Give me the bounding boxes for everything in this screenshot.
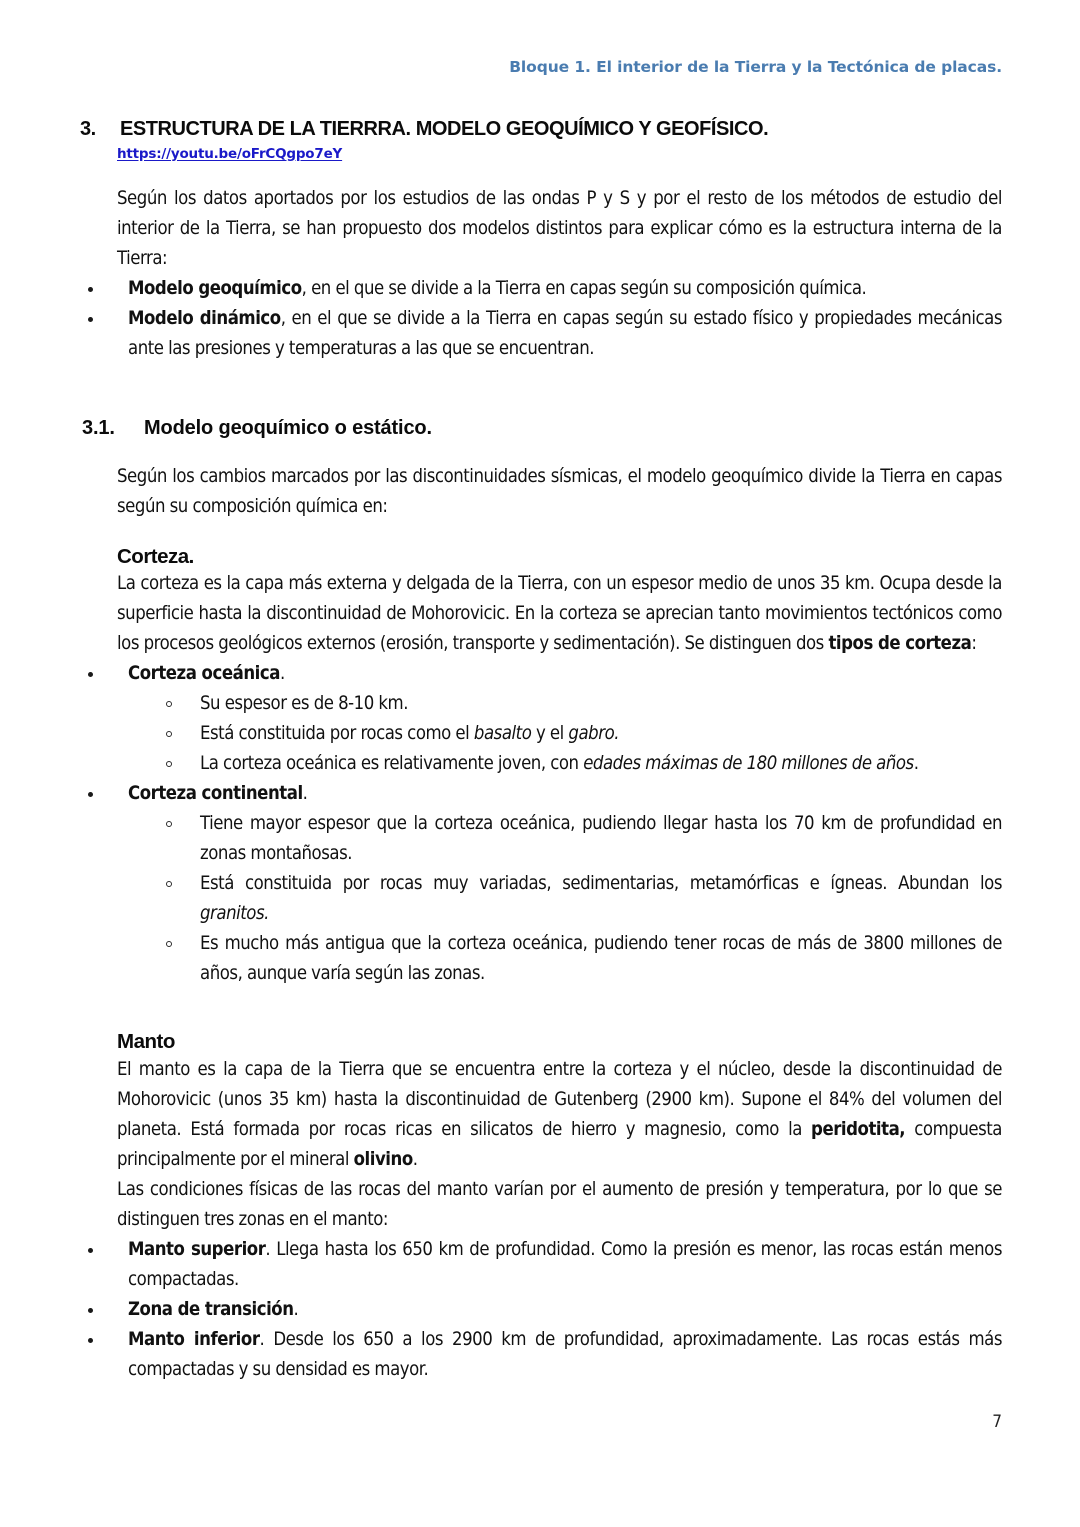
subsection-heading xyxy=(80,416,1002,440)
corteza-types-list xyxy=(80,659,1002,989)
manto-heading: Manto xyxy=(117,1030,175,1054)
corteza-continental-suffix: . xyxy=(302,783,308,805)
document-content xyxy=(80,118,1002,1385)
corteza-paragraph xyxy=(117,569,1002,659)
models-list xyxy=(80,274,1002,364)
sub-item-text: Tiene mayor espesor que la corteza oceánica, pudiendo llegar hasta los 70 km de profundidad en zonas montañosas. xyxy=(200,813,1002,865)
youtube-link[interactable]: https://youtu.be/oFrCQgpo7eY xyxy=(117,145,343,162)
sub-item-italic: granitos. xyxy=(200,903,269,925)
manto-para-bold-olivino: olivino xyxy=(353,1148,413,1170)
manto-paragraph-2: Las condiciones físicas de las rocas del manto varían por el aumento de presión y temperatura, por lo que se distinguen tres zonas en el manto: xyxy=(117,1178,1002,1230)
subsection-title: Modelo geoquímico o estático. xyxy=(144,416,432,439)
corteza-continental-term: Corteza continental xyxy=(128,783,303,805)
manto-para-bold-peridotita: peridotita, xyxy=(811,1118,906,1140)
model-term: Modelo dinámico xyxy=(128,307,281,329)
list-item xyxy=(84,304,1002,364)
sub-item-italic: edades máximas de 180 millones de años xyxy=(583,753,914,775)
list-item xyxy=(84,274,1002,304)
list-item xyxy=(84,1235,1002,1295)
section-intro-block xyxy=(117,184,1002,274)
manto-zone-description: . xyxy=(293,1298,299,1320)
section-intro-paragraph: Según los datos aportados por los estudios de las ondas P y S y por el resto de los métodos de estudio del interior de la Tierra, se han propuesto dos modelos distintos para explicar cómo es la estructura interna de la Tierra: xyxy=(117,187,1002,269)
model-term: Modelo geoquímico xyxy=(128,277,302,299)
sub-item-text: Es mucho más antigua que la corteza oceánica, pudiendo tener rocas de más de 3800 millones de años, aunque varía según las zonas. xyxy=(200,933,1002,985)
corteza-oceanica-term: Corteza oceánica xyxy=(128,663,280,685)
sub-item-text: La corteza oceánica es relativamente joven, con xyxy=(200,753,584,775)
manto-zone-term: Manto inferior xyxy=(128,1328,260,1350)
sub-item-italic: basalto xyxy=(473,723,532,745)
list-item xyxy=(160,929,1002,989)
corteza-oceanica-sublist xyxy=(128,689,1002,779)
list-item xyxy=(84,1295,1002,1325)
subsection-intro-block xyxy=(117,462,1002,522)
model-description: , en el que se divide a la Tierra en capas según su estado físico y propiedades mecánicas ante las presiones y temperaturas a las que se encuentran. xyxy=(128,307,1002,359)
sub-item-text: Está constituida por rocas como el xyxy=(200,723,474,745)
sub-item-mid: y el xyxy=(531,723,569,745)
corteza-oceanica-suffix: . xyxy=(279,663,285,685)
manto-zone-term: Manto superior xyxy=(128,1238,266,1260)
model-description: , en el que se divide a la Tierra en capas según su composición química. xyxy=(301,277,867,299)
corteza-heading: Corteza. xyxy=(117,544,194,568)
corteza-paragraph-text: La corteza es la capa más externa y delgada de la Tierra, con un espesor medio de unos 35 km. Ocupa desde la superficie hasta la discontinuidad de Mohorovicic. En la corteza se aprecian tanto movimientos tectónicos como los procesos geológicos externos (erosión, transporte y sedimentación). Se distinguen dos xyxy=(117,573,1002,655)
list-item xyxy=(84,779,1002,989)
manto-para-tail: . xyxy=(412,1148,418,1170)
sub-item-italic-2: gabro. xyxy=(568,723,620,745)
manto-para-text: El manto es la capa de la Tierra que se encuentra entre la corteza y el núcleo, desde la discontinuidad de Mohorovicic (unos 35 km) hasta la discontinuidad de Gutenberg (2900 km). Supone el 84% del volumen del planeta. Está formada por rocas ricas en silicatos de hierro y magnesio, como la xyxy=(117,1058,1002,1140)
corteza-paragraph-tail: : xyxy=(971,633,977,655)
manto-zones-list xyxy=(80,1235,1002,1385)
manto-zone-term: Zona de transición xyxy=(128,1298,294,1320)
manto-zone-description: . Desde los 650 a los 2900 km de profundidad, aproximadamente. Las rocas estás más compactadas y su densidad es mayor. xyxy=(128,1328,1002,1380)
running-header: Bloque 1. El interior de la Tierra y la Tectónica de placas. xyxy=(509,58,1002,76)
list-item xyxy=(84,1325,1002,1385)
list-item xyxy=(160,749,1002,779)
section-number: 3. xyxy=(80,118,96,140)
list-item xyxy=(160,719,1002,749)
manto-para-mid: compuesta principalmente por el mineral xyxy=(117,1118,1002,1170)
corteza-block xyxy=(117,544,1002,660)
page-number: 7 xyxy=(992,1412,1002,1432)
manto-zone-description: . Llega hasta los 650 km de profundidad. Como la presión es menor, las rocas están menos compactadas. xyxy=(128,1238,1002,1290)
section-title: ESTRUCTURA DE LA TIERRRA. MODELO GEOQUÍMICO Y GEOFÍSICO. xyxy=(120,118,769,140)
manto-block xyxy=(117,1029,1002,1235)
manto-paragraph-1 xyxy=(117,1055,1002,1175)
list-item xyxy=(160,869,1002,929)
sub-item-text: Está constituida por rocas muy variadas, sedimentarias, metamórficas e ígneas. Abundan los xyxy=(200,873,1002,895)
corteza-paragraph-bold: tipos de corteza xyxy=(828,633,972,655)
list-item xyxy=(160,809,1002,869)
list-item xyxy=(160,689,1002,719)
list-item xyxy=(84,659,1002,779)
section-heading xyxy=(80,118,1002,142)
sub-item-tail: . xyxy=(913,753,919,775)
sub-item-text: Su espesor es de 8-10 km. xyxy=(200,693,409,715)
corteza-continental-sublist xyxy=(128,809,1002,989)
subsection-number: 3.1. xyxy=(82,416,115,439)
subsection-intro-paragraph: Según los cambios marcados por las discontinuidades sísmicas, el modelo geoquímico divide la Tierra en capas según su composición química en: xyxy=(117,465,1002,517)
